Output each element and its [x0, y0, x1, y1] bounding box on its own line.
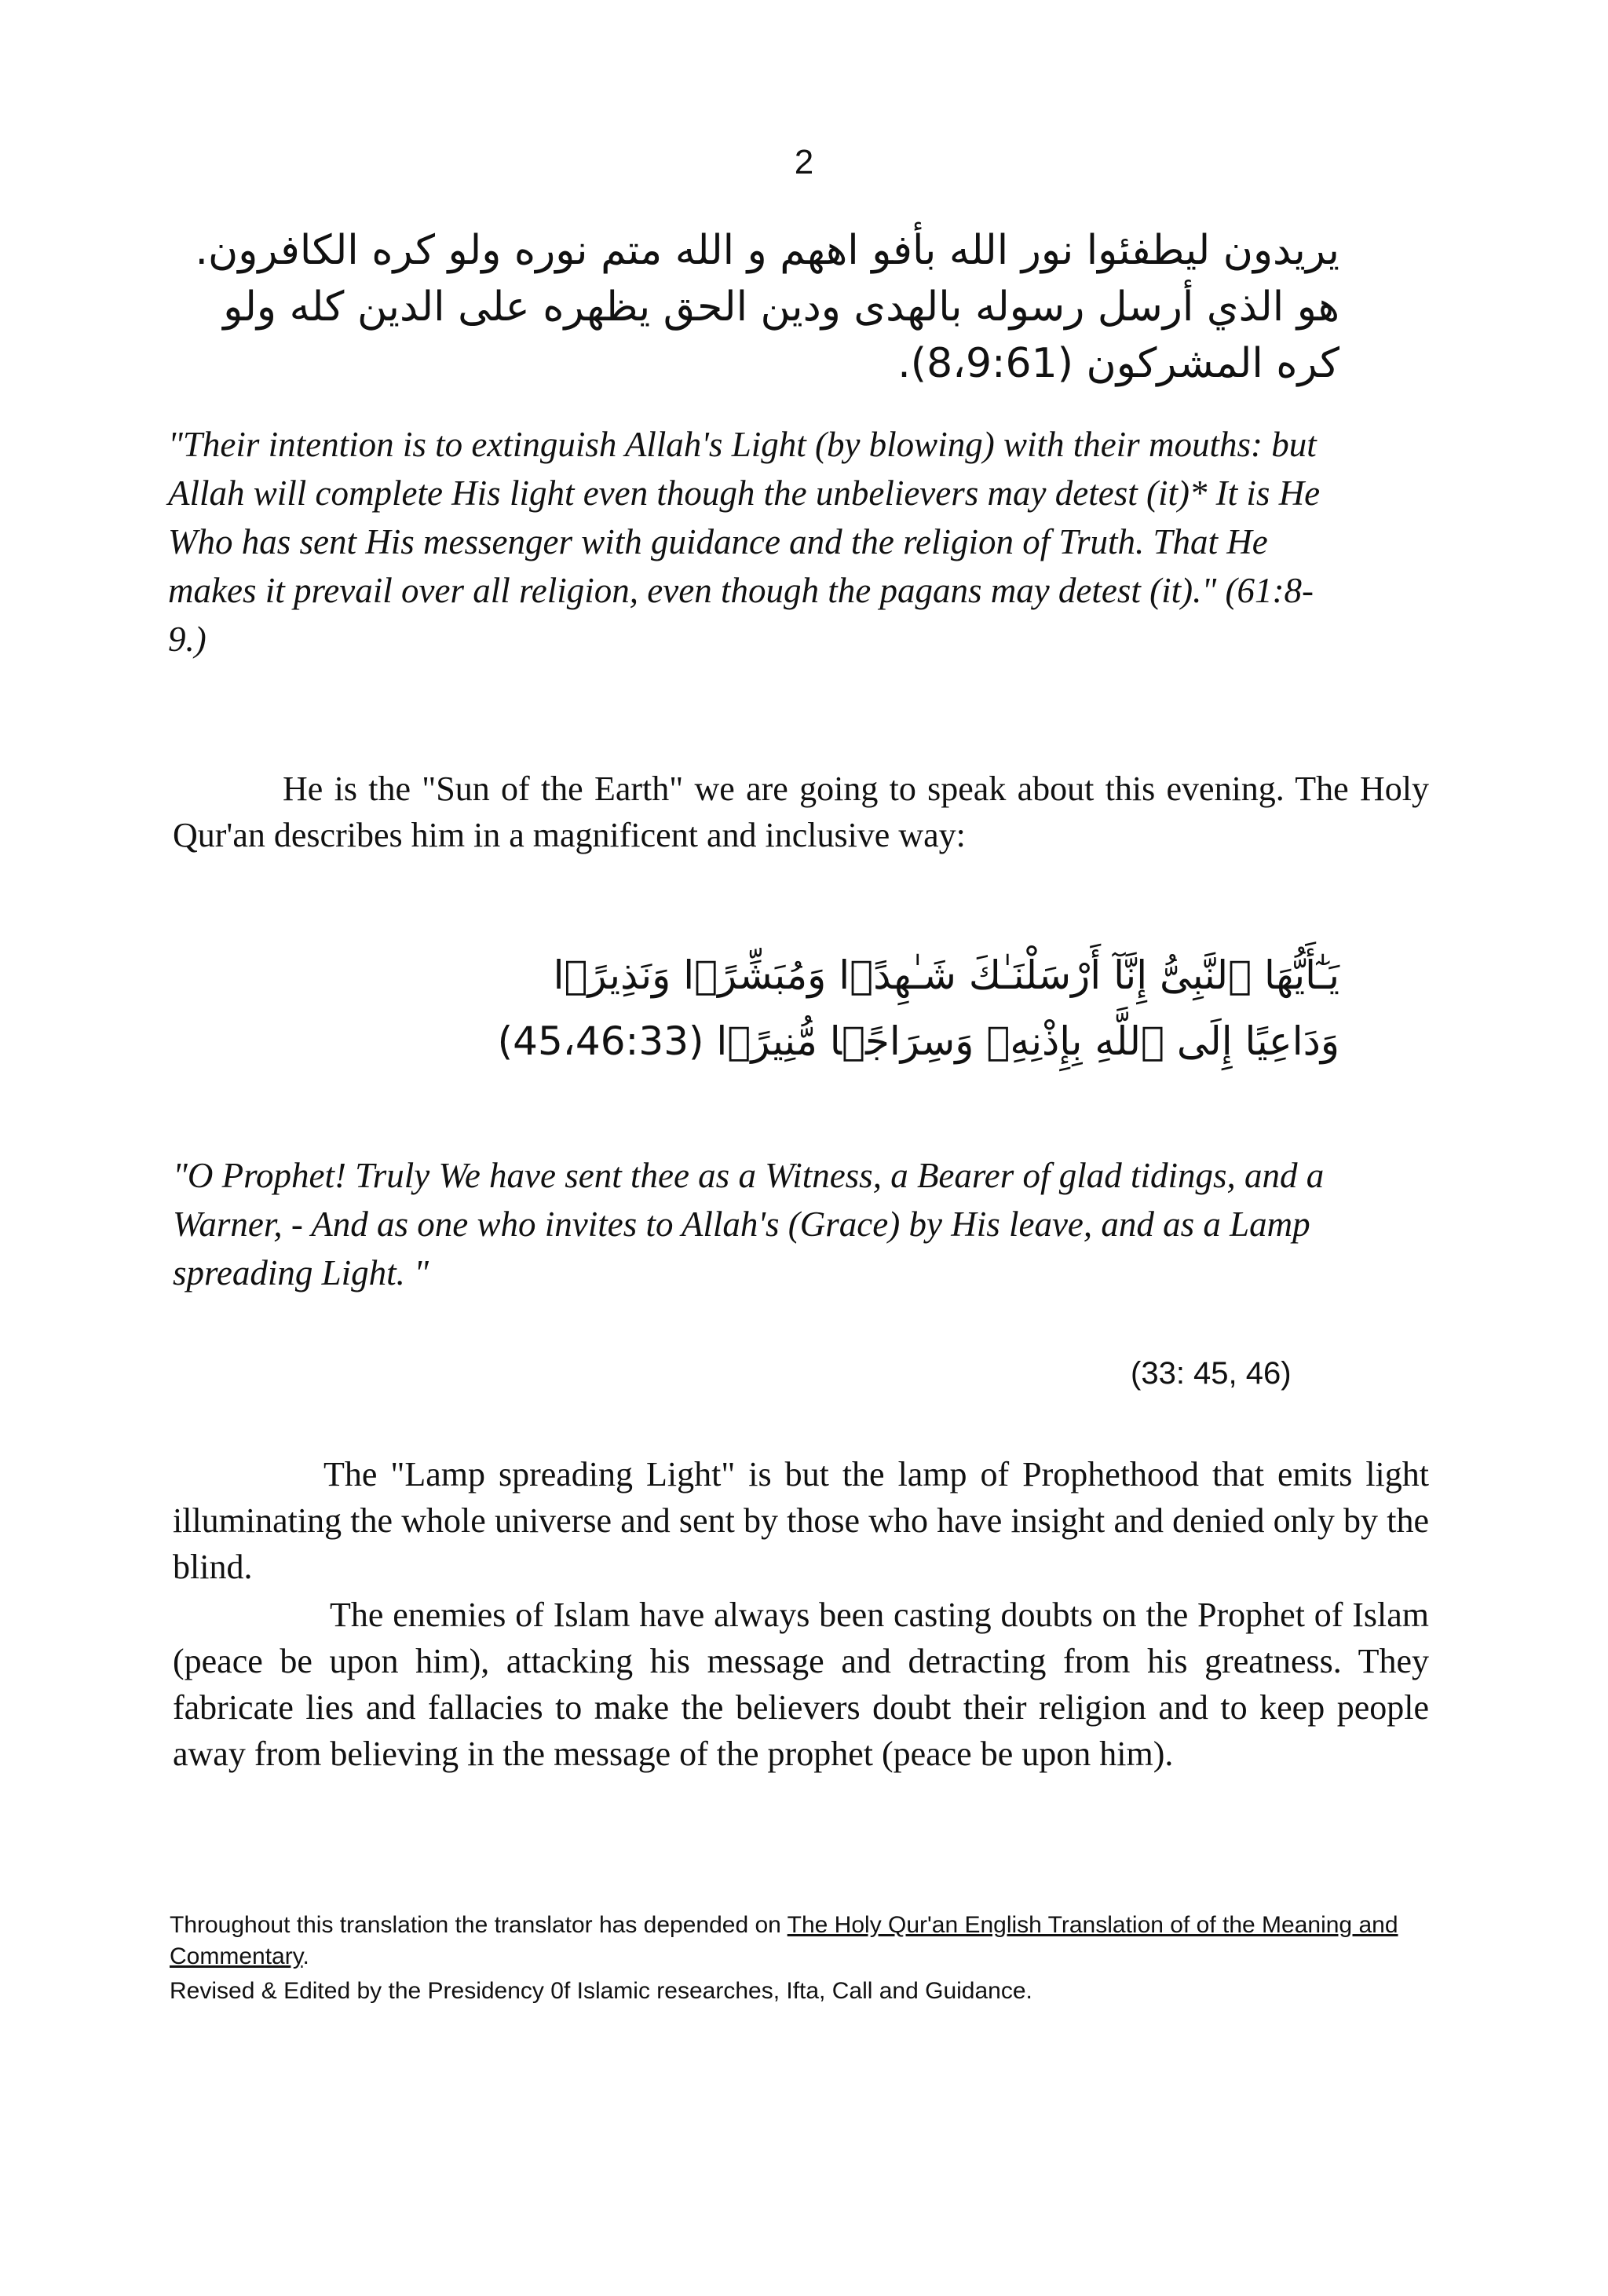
arabic-line: هو الذي أرسل رسوله بالهدى ودين الحق يظهره على الدين كله ولو	[223, 283, 1339, 331]
paragraph-text: The "Lamp spreading Light" is but the lamp of Prophethood that emits light illuminating the whole universe and sent by those who have insight and denied only by the blind.	[173, 1455, 1429, 1586]
arabic-verse-33-45-46	[471, 942, 1339, 1074]
arabic-line: يَـٰٓأَيُّهَا ٱلنَّبِىُّ إِنَّآ أَرْسَلْنَـٰكَ شَـٰهِدًۭا وَمُبَشِّرًۭا وَنَذِيرًۭا	[553, 952, 1339, 998]
page-number: 2	[794, 143, 814, 181]
translation-61-8-9	[168, 420, 1434, 664]
translation-line: "O Prophet! Truly We have sent thee as a Witness, a Bearer of glad tidings, and a	[173, 1156, 1325, 1195]
paragraph-lamp-spreading-light	[173, 1451, 1429, 1590]
footnote-text: .	[302, 1943, 309, 1969]
arabic-line: وَدَاعِيًا إِلَى ٱللَّهِ بِإِذْنِهِۦ وَسِرَاجًۭا مُّنِيرًۭا (45،46:33)	[497, 1018, 1339, 1064]
paragraph-text: He is the "Sun of the Earth" we are going to speak about this evening. The Holy Qur'an describes him in a magnificent and inclusive way:	[173, 770, 1429, 854]
footnote-editor: Revised & Edited by the Presidency 0f Islamic researches, Ifta, Call and Guidance.	[170, 1978, 1032, 2004]
footnote-source-title: The Holy Qur'an English Translation of of the Meaning and Commentary	[170, 1912, 1398, 1969]
translation-33-45-46	[173, 1151, 1429, 1297]
translation-line: 9.)	[168, 620, 206, 659]
paragraph-text: The enemies of Islam have always been casting doubts on the Prophet of Islam (peace be upon him), attacking his message and detracting from his greatness. They fabricate lies and fallacies to make the believers doubt their religion and to keep people away from believing in the message of the prophet (peace be upon him).	[173, 1596, 1429, 1773]
arabic-verse-61-8-9	[195, 222, 1339, 392]
translation-line: Warner, - And as one who invites to Allah's (Grace) by His leave, and as a Lamp	[173, 1205, 1310, 1244]
footnote-text: Throughout this translation the translator has depended on	[170, 1912, 788, 1938]
footnote-translation-source	[170, 1910, 1426, 1972]
verse-reference: (33: 45, 46)	[1131, 1356, 1292, 1391]
translation-line: Allah will complete His light even though the unbelievers may detest (it)* It is He	[168, 473, 1321, 513]
translation-line: spreading Light. "	[173, 1253, 429, 1292]
paragraph-sun-of-earth	[173, 766, 1429, 858]
arabic-line: يريدون ليطفئوا نور الله بأفو اههم و الله متم نوره ولو كره الكافرون.	[195, 227, 1339, 274]
paragraph-enemies-of-islam	[173, 1592, 1429, 1777]
translation-line: "Their intention is to extinguish Allah's Light (by blowing) with their mouths: but	[168, 425, 1317, 464]
translation-line: makes it prevail over all religion, even though the pagans may detest (it)." (61:8-	[168, 571, 1314, 610]
translation-line: Who has sent His messenger with guidance and the religion of Truth. That He	[168, 522, 1268, 561]
arabic-line: كره المشركون (8،9:61).	[897, 340, 1339, 387]
